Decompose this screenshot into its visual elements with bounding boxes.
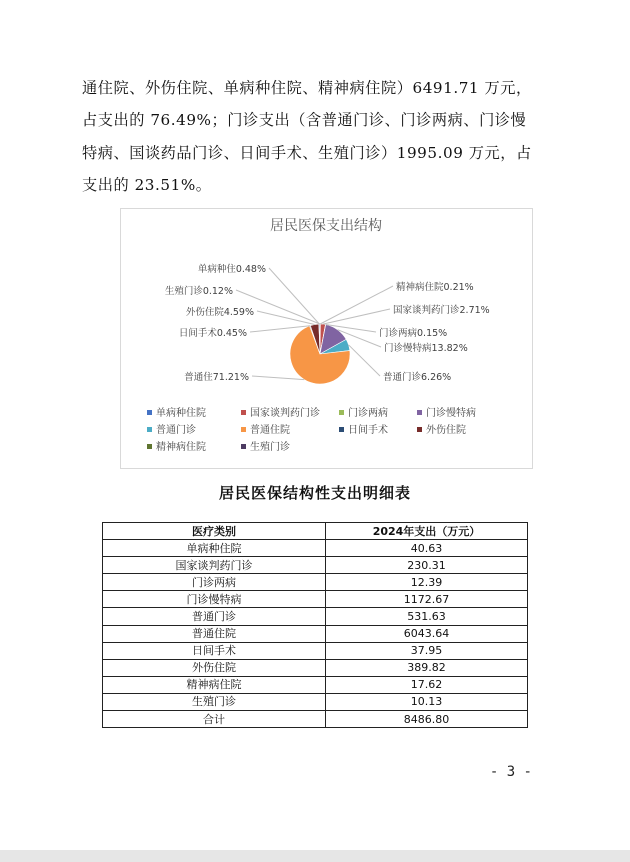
legend-label: 精神病住院	[156, 442, 206, 453]
expense-detail-table	[102, 522, 528, 728]
legend-label: 门诊慢特病	[426, 408, 476, 419]
cell-amount: 12.39	[326, 574, 528, 591]
table-row	[103, 693, 528, 710]
chart-title: 居民医保支出结构	[270, 218, 382, 234]
table-title: 居民医保结构性支出明细表	[218, 484, 411, 502]
legend-label: 外伤住院	[426, 425, 466, 436]
cell-amount: 230.31	[326, 557, 528, 574]
legend-label: 日间手术	[348, 425, 388, 436]
cell-category: 合计	[103, 711, 326, 728]
table-row	[103, 659, 528, 676]
legend-swatch	[241, 444, 246, 449]
cell-category: 精神病住院	[103, 676, 326, 693]
table-row	[103, 540, 528, 557]
leader-line	[320, 286, 393, 324]
table-row	[103, 676, 528, 693]
legend-swatch	[339, 427, 344, 432]
cell-category: 门诊慢特病	[103, 591, 326, 608]
header-category: 医疗类别	[103, 523, 326, 540]
table-row	[103, 642, 528, 659]
legend-swatch	[417, 410, 422, 415]
legend-label: 普通门诊	[156, 425, 196, 436]
pie-chart	[121, 209, 532, 468]
paragraph-line: 占支出的 76.49%；门诊支出（含普通门诊、门诊两病、门诊慢	[82, 111, 527, 130]
legend-label: 单病种住院	[156, 408, 206, 419]
slice-label: 生殖门诊0.12%	[164, 286, 233, 297]
paragraph-line: 通住院、外伤住院、单病种住院、精神病住院）6491.71 万元，	[82, 79, 532, 97]
cell-category: 门诊两病	[103, 574, 326, 591]
legend-swatch	[241, 410, 246, 415]
page-number: - 3 -	[489, 764, 532, 780]
slice-label: 单病种住0.48%	[197, 264, 266, 275]
table-row	[103, 608, 528, 625]
legend-swatch	[417, 427, 422, 432]
cell-amount: 6043.64	[326, 625, 528, 642]
leader-line	[252, 376, 304, 380]
cell-amount: 389.82	[326, 659, 528, 676]
cell-amount: 37.95	[326, 642, 528, 659]
table-row	[103, 711, 528, 728]
legend-label: 普通住院	[250, 425, 290, 436]
cell-category: 普通住院	[103, 625, 326, 642]
cell-category: 国家谈判药门诊	[103, 557, 326, 574]
slice-label: 日间手术0.45%	[178, 328, 247, 339]
cell-amount: 1172.67	[326, 591, 528, 608]
slice-label: 门诊两病0.15%	[379, 328, 448, 339]
cell-amount: 40.63	[326, 540, 528, 557]
table-header-row	[103, 523, 528, 540]
leader-line	[349, 345, 381, 376]
legend-label: 生殖门诊	[250, 442, 290, 453]
cell-category: 外伤住院	[103, 659, 326, 676]
cell-category: 生殖门诊	[103, 693, 326, 710]
legend-swatch	[147, 444, 152, 449]
leader-line	[323, 309, 390, 324]
leader-line	[257, 311, 315, 325]
legend-label: 国家谈判药门诊	[250, 408, 320, 419]
legend-swatch	[147, 410, 152, 415]
slice-label: 门诊慢特病13.82%	[384, 343, 468, 354]
slice-label: 国家谈判药门诊2.71%	[393, 305, 490, 316]
legend-label: 门诊两病	[348, 408, 388, 419]
legend-swatch	[339, 410, 344, 415]
paragraph-line: 特病、国谈药品门诊、日间手术、生殖门诊）1995.09 万元，占	[82, 143, 532, 162]
table-row	[103, 557, 528, 574]
pie-chart-frame	[120, 208, 533, 469]
cell-amount: 17.62	[326, 676, 528, 693]
table-row	[103, 574, 528, 591]
cell-category: 单病种住院	[103, 540, 326, 557]
cell-category: 普通门诊	[103, 608, 326, 625]
slice-label: 精神病住院0.21%	[396, 282, 474, 293]
legend-swatch	[147, 427, 152, 432]
header-amount: 2024年支出（万元）	[326, 523, 528, 540]
slice-label: 普通门诊6.26%	[383, 372, 452, 383]
paragraph-line: 支出的 23.51%。	[82, 175, 212, 194]
legend-swatch	[241, 427, 246, 432]
cell-amount: 8486.80	[326, 711, 528, 728]
slice-label: 普通住71.21%	[184, 372, 249, 383]
cell-amount: 531.63	[326, 608, 528, 625]
body-paragraph	[82, 72, 552, 201]
table-row	[103, 591, 528, 608]
cell-category: 日间手术	[103, 642, 326, 659]
cell-amount: 10.13	[326, 693, 528, 710]
table-row	[103, 625, 528, 642]
slice-label: 外伤住院4.59%	[185, 307, 254, 318]
viewer-bottom-bar	[0, 850, 630, 862]
